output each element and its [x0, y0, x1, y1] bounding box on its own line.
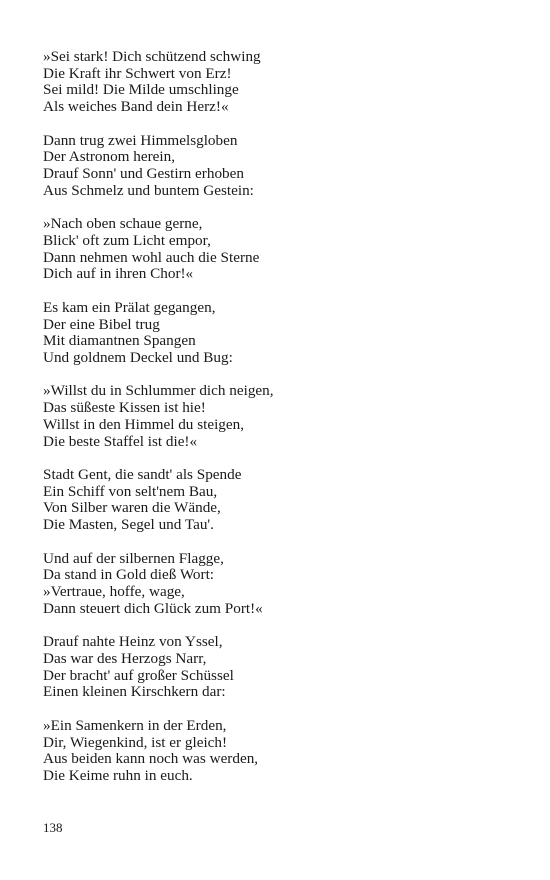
verse-line: Der bracht' auf großer Schüssel [43, 666, 234, 684]
verse-line: Dich auf in ihren Chor!« [43, 265, 194, 283]
verse-line: Und auf der silbernen Flagge, [43, 549, 224, 567]
poem-body [43, 49, 513, 801]
verse-line: Das süßeste Kissen ist hie! [43, 399, 206, 417]
verse-line: Stadt Gent, die sandt' als Spende [43, 466, 242, 484]
verse-line: Als weiches Band dein Herz!« [43, 98, 229, 116]
verse-line: Drauf nahte Heinz von Yssel, [43, 633, 223, 651]
verse-line: Drauf Sonn' und Gestirn erhoben [43, 165, 244, 183]
verse-line: Dann steuert dich Glück zum Port!« [43, 599, 263, 617]
verse-line: »Vertraue, hoffe, wage, [43, 583, 185, 601]
stanza [43, 634, 513, 701]
verse-line: Dann trug zwei Himmelsgloben [43, 131, 238, 149]
verse-line: »Ein Samenkern in der Erden, [43, 716, 227, 734]
verse-line: Von Silber waren die Wände, [43, 499, 221, 517]
verse-line: Willst in den Himmel du steigen, [43, 415, 245, 433]
verse-line: Dir, Wiegenkind, ist er gleich! [43, 733, 228, 751]
verse-line: »Willst du in Schlummer dich neigen, [43, 382, 274, 400]
stanza [43, 718, 513, 785]
stanza [43, 551, 513, 618]
page-number: 138 [43, 820, 63, 835]
verse-line: Die Masten, Segel und Tau'. [43, 516, 214, 534]
stanza [43, 300, 513, 367]
verse-line: Die Kraft ihr Schwert von Erz! [43, 64, 232, 82]
verse-line: Aus beiden kann noch was werden, [43, 750, 259, 768]
verse-line: »Sei stark! Dich schützend schwing [43, 48, 261, 65]
verse-line: Sei mild! Die Milde umschlinge [43, 81, 239, 99]
verse-line: »Nach oben schaue gerne, [43, 215, 203, 233]
stanza [43, 216, 513, 283]
stanza [43, 467, 513, 534]
verse-line: Der eine Bibel trug [43, 315, 160, 333]
verse-line: Die Keime ruhn in euch. [43, 766, 193, 784]
verse-line: Aus Schmelz und buntem Gestein: [43, 181, 254, 199]
verse-line: Ein Schiff von selt'nem Bau, [43, 482, 218, 500]
verse-line: Die beste Staffel ist die!« [43, 432, 198, 450]
verse-line: Dann nehmen wohl auch die Sterne [43, 248, 260, 266]
verse-line: Blick' oft zum Licht empor, [43, 231, 211, 249]
verse-line: Da stand in Gold dieß Wort: [43, 566, 215, 584]
verse-line: Der Astronom herein, [43, 148, 176, 166]
stanza [43, 133, 513, 200]
verse-line: Mit diamantnen Spangen [43, 332, 196, 350]
verse-line: Das war des Herzogs Narr, [43, 649, 207, 667]
verse-line: Es kam ein Prälat gegangen, [43, 298, 216, 316]
verse-line: Und goldnem Deckel und Bug: [43, 348, 233, 366]
stanza [43, 49, 513, 116]
stanza [43, 383, 513, 450]
verse-line: Einen kleinen Kirschkern dar: [43, 683, 226, 701]
